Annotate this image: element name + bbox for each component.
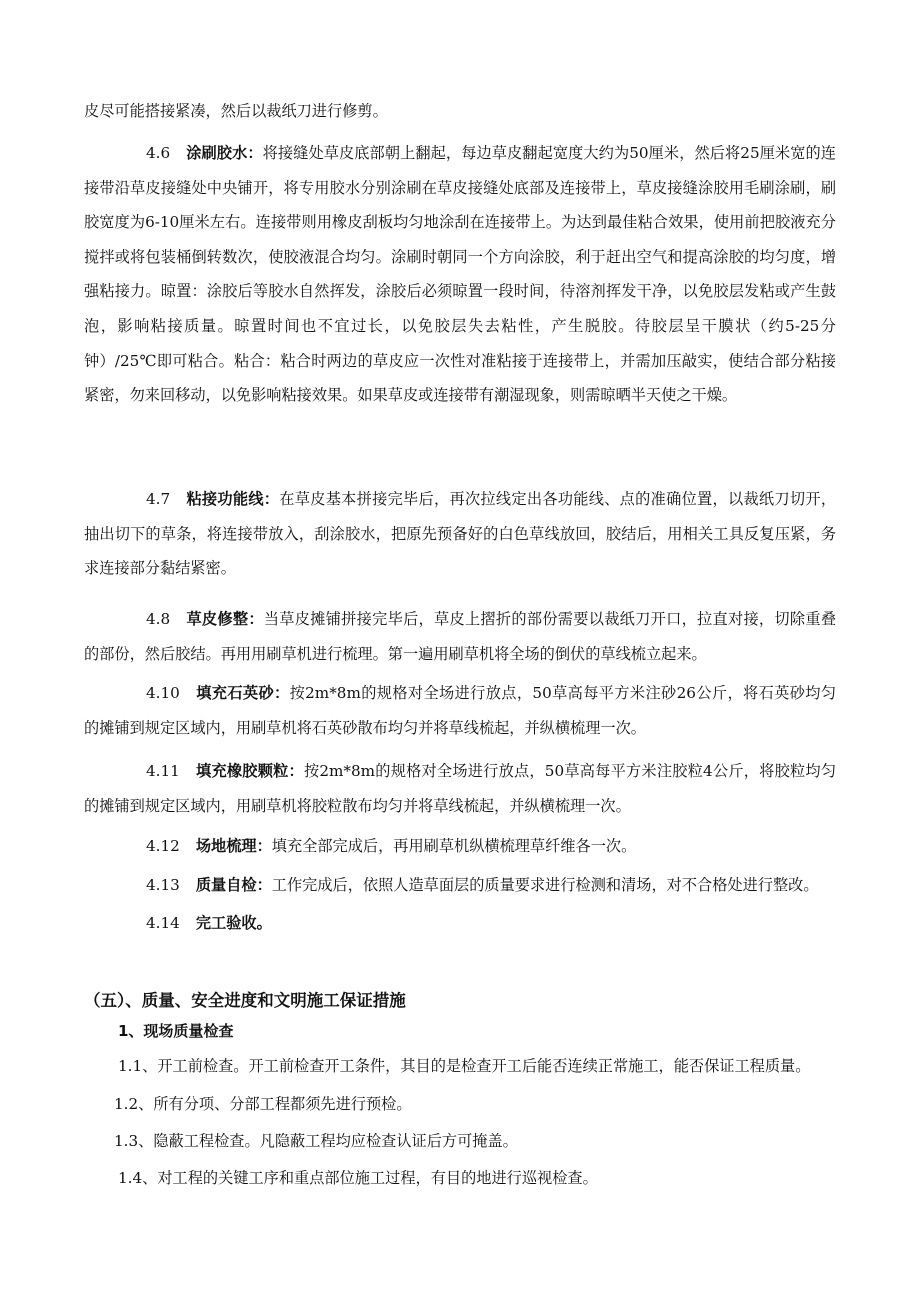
step-number: 4.12 — [146, 837, 180, 855]
step-term: 粘接功能线： — [186, 490, 280, 508]
step-number: 4.14 — [146, 914, 180, 932]
step-text: 按2m*8m的规格对全场进行放点，50草高每平方米注砂26公斤，将石英砂均匀的摊铺到规定区域内，用刷草机将石英砂散布均匀并将草线梳起，并纵横梳理一次。 — [84, 684, 837, 737]
step-4-12 — [84, 829, 836, 864]
step-text: 填充全部完成后，再用刷草机纵横梳理草纤维各一次。 — [271, 837, 637, 855]
step-term: 草皮修整： — [186, 610, 264, 628]
step-4-13 — [84, 868, 836, 903]
continuation-paragraph: 皮尽可能搭接紧凑，然后以裁纸刀进行修剪。 — [84, 102, 388, 120]
step-4-6 — [84, 136, 836, 413]
step-4-10 — [84, 676, 836, 745]
step-text: 当草皮摊铺拼接完毕后，草皮上摺折的部份需要以裁纸刀开口，拉直对接，切除重叠的部份，然后胶结。再用用刷草机进行梳理。第一遍用刷草机将全场的倒伏的草线梳立起来。 — [84, 610, 837, 663]
step-number: 4.10 — [146, 684, 180, 702]
step-term: 填充石英砂： — [195, 684, 290, 702]
step-4-8 — [84, 602, 836, 671]
step-number: 4.7 — [146, 490, 171, 508]
step-term: 场地梳理： — [195, 837, 272, 855]
step-4-14 — [84, 906, 836, 941]
step-number: 4.13 — [146, 876, 180, 894]
step-text: 工作完成后，依照人造草面层的质量要求进行检测和清场，对不合格处进行整改。 — [271, 876, 819, 894]
check-item-1-2: 1.2、所有分项、分部工程都须先进行预检。 — [114, 1095, 412, 1113]
step-text: 将接缝处草皮底部朝上翻起，每边草皮翻起宽度大约为50厘米，然后将25厘米宽的连接带沿草皮接缝处中央铺开，将专用胶水分别涂刷在草皮接缝处底部及连接带上，草皮接缝涂胶用毛刷涂刷，刷胶宽度为6-10厘米左右。连接带则用橡皮刮板均匀地涂刮在连接带上。为达到最佳粘合效果，使用前把胶液充分搅拌或将包装桶倒转数次，使胶液混合均匀。涂刷时朝同一个方向涂胶，利于赶出空气和提高涂胶的均匀度，增强粘接力。晾置：涂胶后等胶水自然挥发，涂胶后必须晾置一段时间，待溶剂挥发干净，以免胶层发粘或产生鼓泡，影响粘接质量。晾置时间也不宜过长，以免胶层失去粘性，产生脱胶。待胶层呈干膜状（约5-25分钟）/25℃即可粘合。粘合：粘合时两边的草皮应一次性对准粘接于连接带上，并需加压敲实，使结合部分粘接紧密，勿来回移动，以免影响粘接效果。如果草皮或连接带有潮湿现象，则需晾晒半天使之干燥。 — [84, 144, 836, 405]
step-number: 4.11 — [146, 762, 180, 780]
step-term: 涂刷胶水： — [186, 144, 263, 162]
step-4-11 — [84, 754, 836, 823]
check-item-1-1: 1.1、开工前检查。开工前检查开工条件，其目的是检查开工后能否连续正常施工，能否保证工程质量。 — [118, 1057, 811, 1075]
subsection-title: 1、现场质量检查 — [118, 1022, 234, 1040]
section-title: （五）、质量、安全进度和文明施工保证措施 — [84, 991, 406, 1010]
step-4-7 — [84, 482, 836, 586]
step-term: 填充橡胶颗粒： — [195, 762, 304, 780]
step-text: 在草皮基本拼接完毕后，再次拉线定出各功能线、点的准确位置，以裁纸刀切开，抽出切下的草条，将连接带放入，刮涂胶水，把原先预备好的白色草线放回，胶结后，用相关工具反复压紧，务求连接部分黏结紧密。 — [84, 490, 837, 578]
step-term: 完工验收。 — [195, 914, 272, 932]
step-term: 质量自检： — [195, 876, 272, 894]
step-number: 4.8 — [146, 610, 171, 628]
step-text: 按2m*8m的规格对全场进行放点，50草高每平方米注胶粒4公斤，将胶粒均匀的摊铺到规定区域内，用刷草机将胶粒散布均匀并将草线梳起，并纵横梳理一次。 — [84, 762, 837, 815]
step-number: 4.6 — [146, 144, 171, 162]
check-item-1-4: 1.4、对工程的关键工序和重点部位施工过程，有目的地进行巡视检查。 — [118, 1169, 598, 1187]
check-item-1-3: 1.3、隐蔽工程检查。凡隐蔽工程均应检查认证后方可掩盖。 — [114, 1132, 518, 1150]
